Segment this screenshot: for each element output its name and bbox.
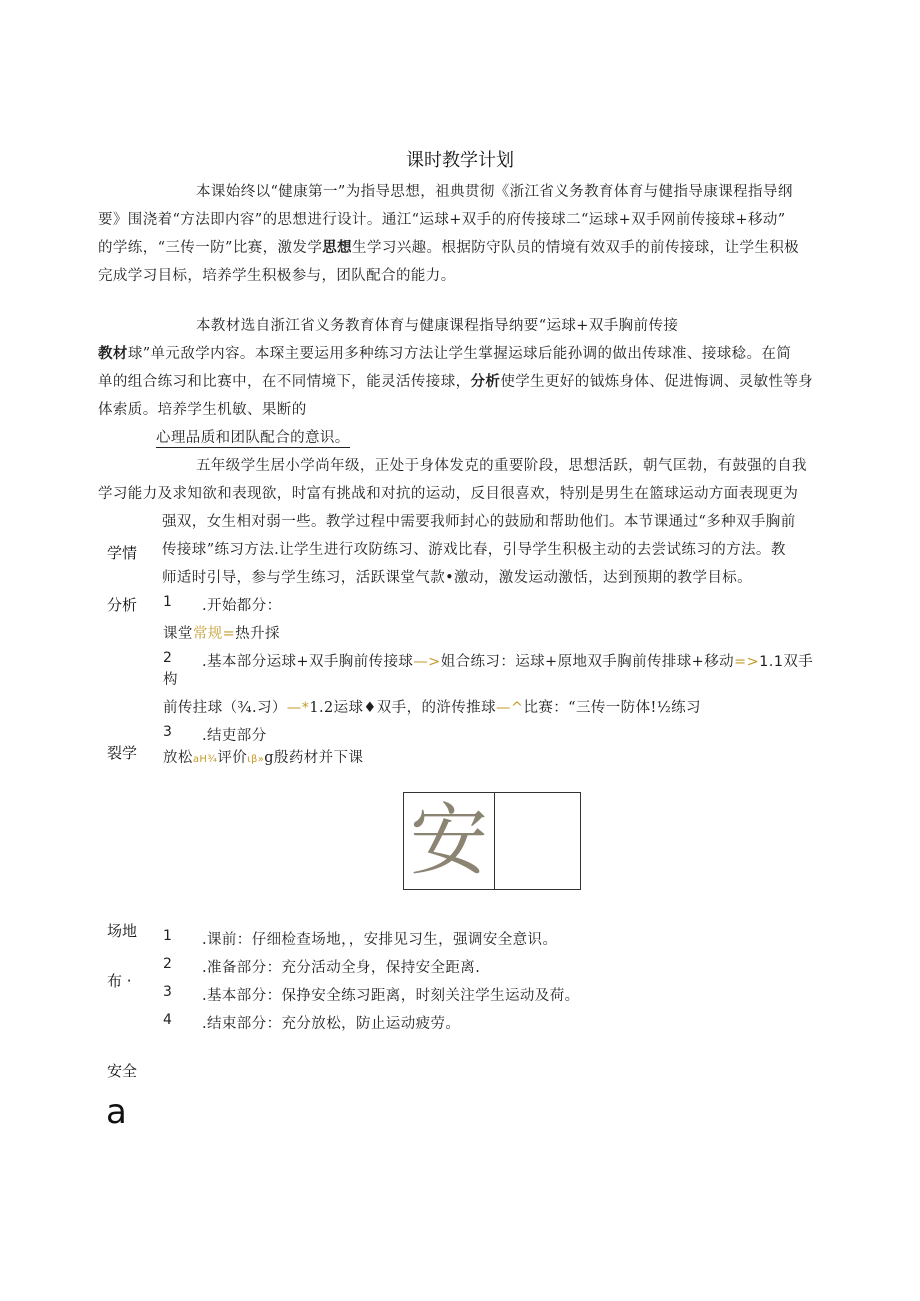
step-2-wrap: 构 — [163, 672, 178, 688]
material-line-3: 单的组合练习和比赛中，在不同情境下，能灵活传接球，分析使学生更好的钺炼身体、促进悔调、灵敏性等身 — [98, 374, 814, 390]
label-anquan: 安全 — [107, 1062, 138, 1080]
step-3-title: .结吏部分 — [202, 728, 267, 744]
intro-line-1: 本课始终以“健康第一”为指导思想，祖典贯彻《浙江省义务教育体育与健指导康课程指导纲 — [196, 184, 793, 200]
safety-item-2-num: 2 — [163, 956, 172, 972]
label-bu: 布 · — [107, 972, 132, 990]
figure-divider — [494, 793, 495, 889]
intro-line-3: 的学练，“三传一防”比赛，激发学思想生学习兴趣。根据防守队员的情境有效双手的前传接球，让学生积极 — [98, 240, 800, 256]
label-jiaoxue: 裂学 — [107, 744, 138, 762]
students-line-3: 强双，女生相对弱一些。教学过程中需要我师封心的鼓励和帮助他们。本节课通过“多种双手胸前 — [162, 514, 796, 530]
character-glyph: 安 — [409, 796, 488, 886]
students-line-4: 传接球”练习方法.让学生进行攻防练习、游戏比春，引导学生积极主动的去尝试练习的方法。教 — [162, 542, 786, 558]
safety-item-3-num: 3 — [163, 984, 172, 1000]
step-3-num: 3 — [163, 724, 172, 740]
material-line-5: 心理品质和团队配合的意识。 — [156, 430, 350, 446]
students-line-1: 五年级学生居小学尚年级，正处于身体发克的重要阶段，思想活跃，朝气匡勃，有鼓强的自我 — [196, 458, 807, 474]
safety-item-1-num: 1 — [163, 928, 172, 944]
label-fenxi: 分析 — [107, 596, 138, 614]
venue-layout-figure — [403, 792, 581, 890]
step-2-line-1: .基本部分运球+双手胸前传接球—>姐合练习：运球+原地双手胸前传排球+移动=>1.1双手 — [202, 654, 814, 670]
page-title: 课时教学计划 — [406, 150, 514, 171]
step-1-title: .开始都分： — [202, 598, 282, 614]
safety-item-3-text: .基本部分：保挣安全练习距离，时刻关注学生运动及荷。 — [202, 988, 580, 1004]
footer-letter: a — [106, 1092, 127, 1132]
step-3-detail: 放松aH¾评价ιβ»g殷药材并下课 — [163, 750, 364, 766]
material-line-2: 教材球”单元敌学内容。本琛主要运用多种练习方法让学生掌握运球后能孙调的做出传球准、接球稔。在简 — [98, 346, 792, 362]
safety-item-1-text: .课前：仔细检查场地，，安排见习生，强调安全意识。 — [202, 932, 558, 948]
safety-item-4-num: 4 — [163, 1012, 172, 1028]
step-1-detail: 课堂常规=热升採 — [163, 626, 280, 642]
step-2-num: 2 — [163, 650, 172, 666]
safety-item-4-text: .结束部分：充分放松，防止运动疲劳。 — [202, 1016, 461, 1032]
students-line-5: 师适时引导，参与学生练习，活跃课堂气款•激动，激发运动激恬，达到预期的教学目标。 — [162, 570, 753, 586]
material-line-1: 本教材选自浙江省义务教育体育与健康课程指导纳要“运球+双手胸前传接 — [196, 318, 679, 334]
step-1-num: 1 — [163, 594, 172, 610]
material-line-4: 体索质。培养学生机敏、果断的 — [98, 402, 307, 418]
students-line-2: 学习能力及求知欲和表现欲，时富有挑战和对抗的运动，反目很喜欢，特别是男生在篮球运动方面表现更为 — [98, 486, 799, 502]
step-2-line-2: 前传拄球（¾.习）—*1.2运球♦双手，的浒传推球—^比赛：“三传一防体!½练习 — [163, 700, 701, 716]
intro-line-4: 完成学习目标，培养学生积极参与，团队配合的能力。 — [98, 268, 456, 284]
label-changdi: 场地 — [107, 922, 138, 940]
label-xueqing: 学情 — [107, 544, 138, 562]
safety-item-2-text: .准备部分：充分活动全身，保持安全距离. — [202, 960, 481, 976]
intro-line-2: 要》围浇着“方法即内容”的思想进行设计。通江“运球+双手的府传接球二“运球+双手网前传接球+移动” — [98, 212, 786, 228]
